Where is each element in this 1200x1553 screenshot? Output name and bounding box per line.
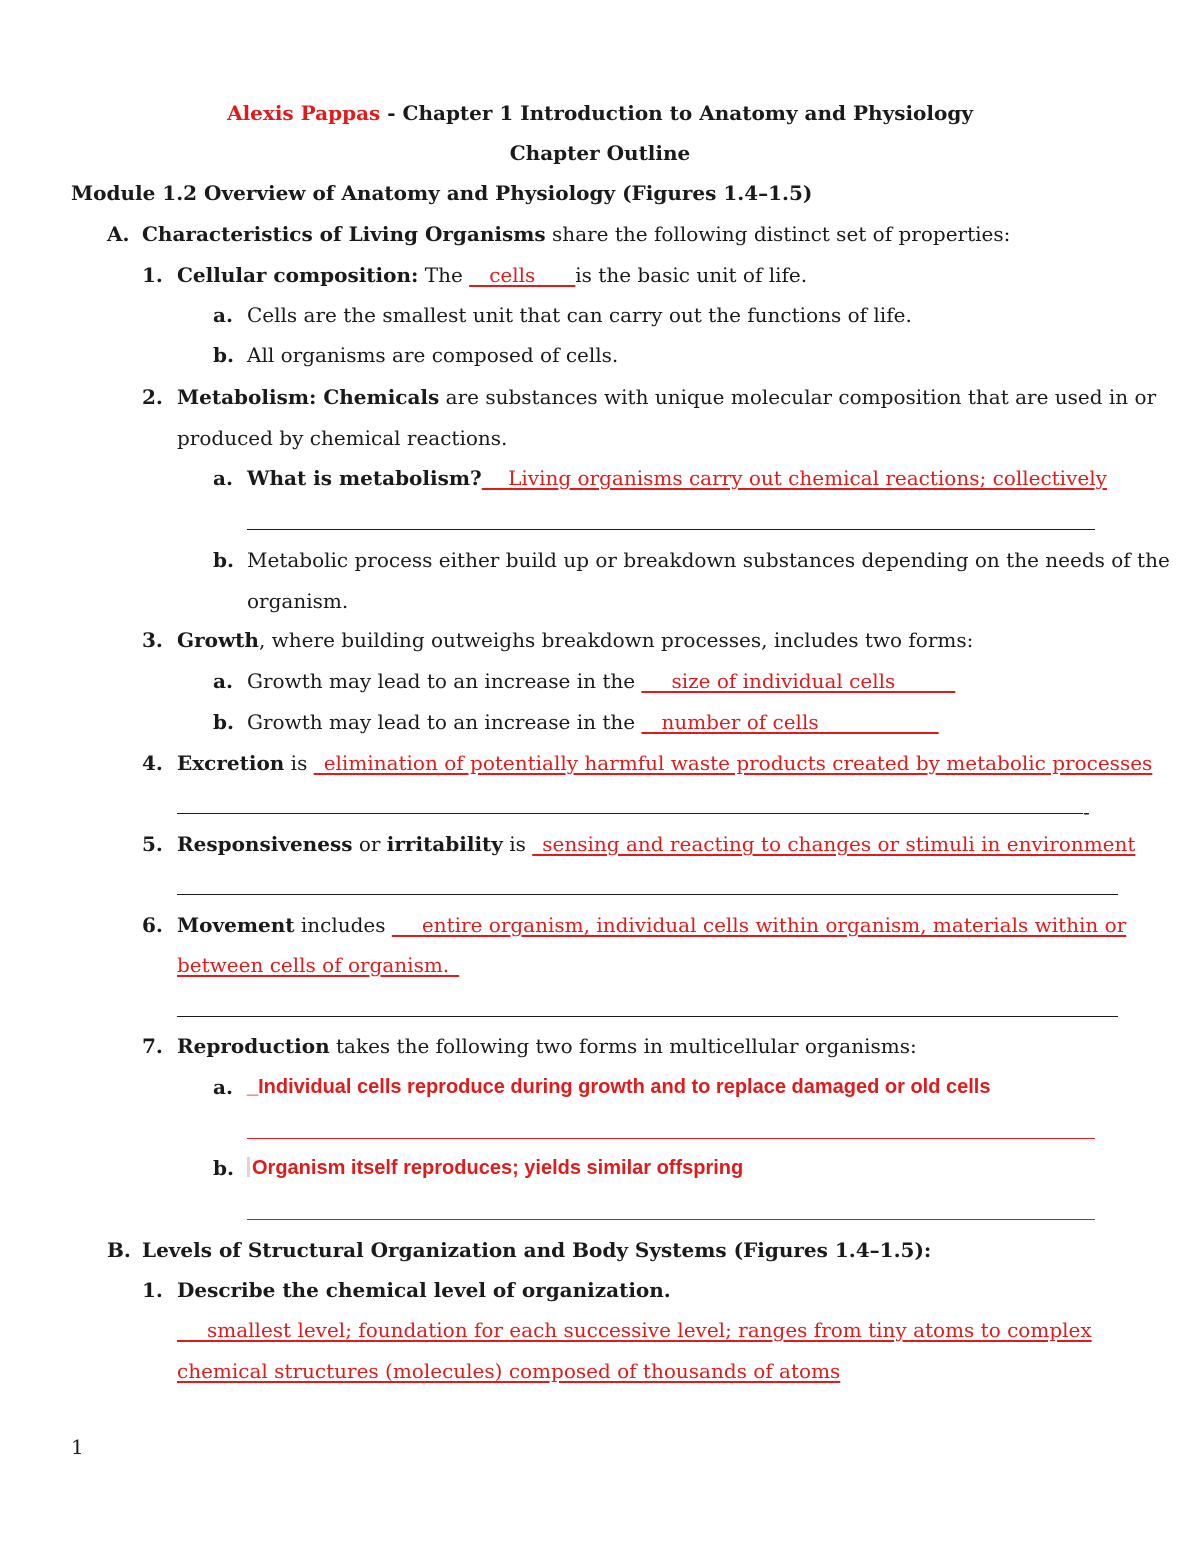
item-7a-answer: _Individual cells reproduce during growth and to replace damaged or old cells — [247, 1076, 991, 1098]
item-7b-marker: b. — [213, 1156, 234, 1180]
section-b-heading: Levels of Structural Organization and Body Systems (Figures 1.4–1.5): — [142, 1238, 932, 1262]
item-2-text-line2: produced by chemical reactions. — [177, 426, 508, 450]
item-7-number: 7. — [142, 1034, 163, 1058]
section-a-heading — [142, 222, 1010, 246]
item-1-number: 1. — [142, 263, 163, 287]
item-7a-marker: a. — [213, 1075, 233, 1099]
item-7-text — [177, 1034, 917, 1058]
item-2b-marker: b. — [213, 548, 234, 572]
item-5-mid: or — [352, 832, 387, 856]
item-6-answer-line2: between cells of organism._ — [177, 953, 460, 977]
section-b-item-1-label: Describe the chemical level of organization. — [177, 1278, 671, 1302]
item-3b-text — [247, 710, 939, 734]
item-6-label: Movement — [177, 913, 295, 937]
document-title — [0, 101, 1200, 125]
item-1-pre: The — [418, 263, 470, 287]
item-1b-marker: b. — [213, 343, 234, 367]
item-2b-text-line2: organism. — [247, 589, 349, 613]
item-3-label: Growth — [177, 628, 259, 652]
item-4-tail: - — [1083, 800, 1090, 824]
item-5-answer: _sensing and reacting to changes or stimuli in environment — [532, 832, 1136, 856]
item-7-label: Reproduction — [177, 1034, 330, 1058]
item-7-body: takes the following two forms in multicellular organisms: — [329, 1034, 917, 1058]
item-4-number: 4. — [142, 751, 163, 775]
item-4-answer: _elimination of potentially harmful waste products created by metabolic processes — [313, 751, 1153, 775]
section-a-heading-rest: share the following distinct set of properties: — [545, 222, 1011, 246]
item-2a-text — [247, 466, 1107, 490]
item-2a-label: What is metabolism? — [247, 466, 482, 490]
item-1-answer: __cells____ — [469, 263, 576, 287]
item-1a-marker: a. — [213, 303, 233, 327]
item-1-post: is the basic unit of life. — [575, 263, 808, 287]
item-3b-answer: __number of cells____________ — [641, 710, 939, 734]
item-5-label: Responsiveness — [177, 832, 353, 856]
item-1b-text: All organisms are composed of cells. — [247, 343, 619, 367]
item-5-number: 5. — [142, 832, 163, 856]
item-3a-body: Growth may lead to an increase in the — [247, 669, 642, 693]
item-3b-marker: b. — [213, 710, 234, 734]
item-7a-answer-line — [247, 1138, 1095, 1139]
item-3-number: 3. — [142, 628, 163, 652]
item-6-number: 6. — [142, 913, 163, 937]
section-b-marker: B. — [107, 1238, 131, 1262]
item-2-text — [177, 385, 1156, 409]
item-4-label: Excretion — [177, 751, 285, 775]
item-5-answer-line — [177, 894, 1118, 895]
item-4-body: is — [284, 751, 314, 775]
section-b-item-1-answer: ___smallest level; foundation for each successive level; ranges from tiny atoms to complex — [177, 1318, 1092, 1342]
section-b-item-1-number: 1. — [142, 1278, 163, 1302]
item-6-answer: ___entire organism, individual cells within organism, materials within or — [391, 913, 1127, 937]
item-2b-text: Metabolic process either build up or breakdown substances depending on the needs of the — [247, 548, 1170, 572]
item-3-body: , where building outweighs breakdown processes, includes two forms: — [258, 628, 974, 652]
item-3-text — [177, 628, 973, 652]
item-6-body: includes — [294, 913, 392, 937]
item-3a-answer: ___size of individual cells______ — [641, 669, 956, 693]
item-5-label2: irritability — [386, 832, 503, 856]
section-a-marker: A. — [107, 222, 130, 246]
section-b-item-1-answer-line2: chemical structures (molecules) composed of thousands of atoms — [177, 1359, 841, 1383]
item-7b-answer: Organism itself reproduces; yields similar offspring — [252, 1157, 744, 1179]
item-2-number: 2. — [142, 385, 163, 409]
item-7b-answer-wrap — [247, 1156, 743, 1180]
item-6-answer-line — [177, 1016, 1118, 1017]
section-a-heading-bold: Characteristics of Living Organisms — [142, 222, 546, 246]
item-1-label: Cellular composition: — [177, 263, 419, 287]
item-5-text — [177, 832, 1135, 856]
item-4-text — [177, 751, 1152, 775]
item-2a-answer-line — [247, 529, 1095, 530]
author-name: Alexis Pappas — [227, 101, 381, 125]
item-1-text — [177, 263, 807, 287]
item-4-answer-line — [177, 813, 1083, 814]
item-2a-answer: __Living organisms carry out chemical reactions; collectively — [481, 466, 1107, 490]
item-3b-body: Growth may lead to an increase in the — [247, 710, 642, 734]
text-cursor — [247, 1157, 250, 1177]
item-5-body: is — [502, 832, 533, 856]
module-heading: Module 1.2 Overview of Anatomy and Physiology (Figures 1.4–1.5) — [71, 181, 813, 205]
item-7b-answer-line — [247, 1219, 1095, 1220]
item-3a-text — [247, 669, 955, 693]
item-2-body: are substances with unique molecular composition that are used in or — [439, 385, 1157, 409]
item-2-label: Metabolism: Chemicals — [177, 385, 440, 409]
page-number: 1 — [71, 1435, 84, 1459]
item-2a-marker: a. — [213, 466, 233, 490]
title-text: - Chapter 1 Introduction to Anatomy and Physiology — [380, 101, 973, 125]
item-1a-text: Cells are the smallest unit that can carry out the functions of life. — [247, 303, 912, 327]
document-subtitle: Chapter Outline — [509, 141, 691, 165]
item-6-text — [177, 913, 1126, 937]
item-3a-marker: a. — [213, 669, 233, 693]
